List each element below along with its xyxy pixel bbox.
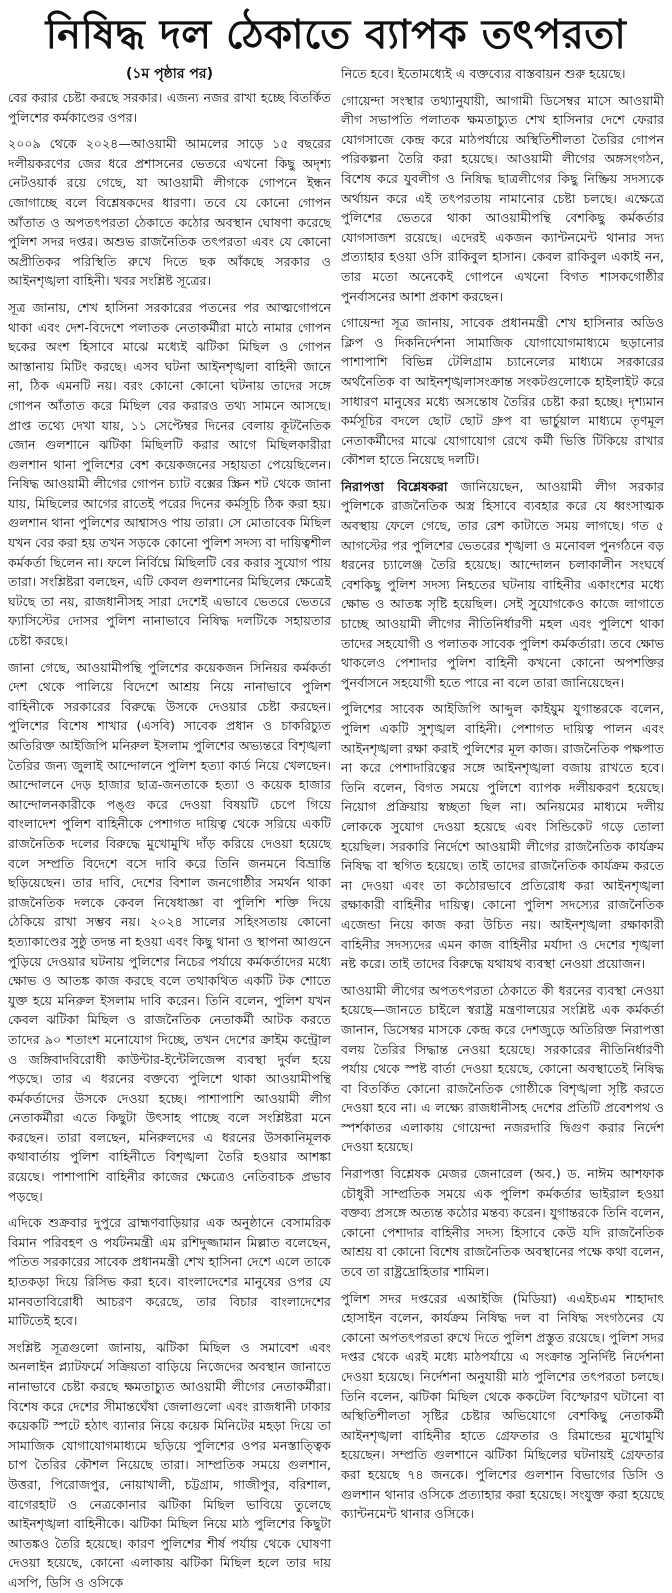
paragraph-text: নিরাপত্তা বিশ্লেষক মেজর জেনারেল (অব.) ড. নাঈম আশফাক চৌধুরী সাম্প্রতিক সময়ে এক পুলিশ কর্মকর্তার ভাইরাল হওয়া বক্তব্য প্রসঙ্গে অত্যন্ত কঠোর মন্তব্য করেন। যুগান্তরকে তিনি বলেন, কোনো পেশাদার বাহিনীর সদস্য হিসাবে কেউ যদি রাজনৈতিক আশ্রয় বা কোনো বিশেষ রাজনৈতিক অবস্থানের পক্ষে কথা বলেন, তবে তা রাষ্ট্রদ্রোহিতার শামিল। xyxy=(341,1166,664,1280)
paragraph: বের করার চেষ্টা করছে সরকার। এজন্য নজর রাখা হচ্ছে বিতর্কিত পুলিশের কর্মকাণ্ডের ওপর। xyxy=(8,90,331,125)
paragraph-text: নিতে হবে। ইতোমধ্যেই এ বক্তব্যের বাস্তবায়ন শুরু হয়েছে। xyxy=(341,66,626,81)
paragraph xyxy=(341,313,664,470)
paragraph xyxy=(341,91,664,307)
paragraph: সংশ্লিষ্ট সূত্রগুলো জানায়, ঝটিকা মিছিল ও সমাবেশ এবং অনলাইন প্ল্যাটফর্মে সক্রিয়তা বাড়িয়ে নিজেদের অবস্থান জানাতে নানাভাবে চেষ্টা করছে ক্ষমতাচ্যুত আওয়ামী লীগের নেতাকর্মীরা। বিশেষ করে দেশের সীমান্তঘেঁষা জেলাগুলো এবং রাজধানী ঢাকার কয়েকটি স্পটে হঠাৎ ব্যানার নিয়ে কয়েক মিনিটের মহড়া দিয়ে তা সামাজিক যোগাযোগমাধ্যমে ছড়িয়ে পুলিশের ওপর মনস্তাত্ত্বিক চাপ তৈরির কৌশল নিয়েছে তারা। সাম্প্রতিক সময়ে গুলশান, উত্তরা, পিরোজপুর, নোয়াখালী, চট্টগ্রাম, গাজীপুর, বরিশাল, বাগেরহাট ও নেত্রকোনার ঝটিকা মিছিল ভাবিয়ে তুলেছে আইনশৃঙ্খলা বাহিনীকে। ঝটিকা মিছিল নিয়ে মাঠ পুলিশের কিছুটা আতঙ্কও তৈরি হয়েছে। কারণ পুলিশের শীর্ষ পর্যায় থেকে ঘোষণা দেওয়া হয়েছে, কোনো এলাকায় ঝটিকা মিছিল হলে তার দায় এসপি, ডিসি ও ওসিকে xyxy=(8,1339,331,1590)
paragraph xyxy=(341,477,664,693)
article-columns xyxy=(8,64,664,1590)
headline: নিষিদ্ধ দল ঠেকাতে ব্যাপক তৎপরতা xyxy=(45,11,627,58)
paragraph-text: আওয়ামী লীগের অপতৎপরতা ঠেকাতে কী ধরনের ব্যবস্থা নেওয়া হয়েছে—জানতে চাইলে স্বরাষ্ট্র মন্ত্রণালয়ের সংশ্লিষ্ট এক কর্মকর্তা জানান, ডিসেম্বর মাসকে কেন্দ্র করে দেশজুড়ে অতিরিক্ত নিরাপত্তা বলয় তৈরির সিদ্ধান্ত নেওয়া হয়েছে। সরকারের নীতিনির্ধারণী পর্যায় থেকে স্পষ্ট বার্তা দেওয়া হয়েছে, কোনো অবস্থাতেই নিষিদ্ধ বা বিতর্কিত কোনো রাজনৈতিক গোষ্ঠীকে বিশৃঙ্খলা সৃষ্টি করতে দেওয়া হবে না। এ লক্ষ্যে রাজধানীসহ দেশের প্রতিটি প্রবেশপথ ও স্পর্শকাতর এলাকায় গোয়েন্দা নজরদারি দ্বিগুণ করার নির্দেশ দেওয়া হয়েছে। xyxy=(341,982,664,1155)
paragraph: সূত্র জানায়, শেখ হাসিনা সরকারের পতনের পর আত্মগোপনে থাকা এবং দেশ-বিদেশে পলাতক নেতাকর্মীরা মাঠে নামার গোপন ছকের অংশ হিসাবে মাঝে মধ্যেই ঝটিকা মিছিল ও গোপন আস্তানায় মিটিং করছে। এসব ঘটনা আইনশৃঙ্খলা বাহিনী জানে না, ঠিক এমনটি নয়। বরং কোনো কোনো ঘটনায় তাদের সঙ্গে গোপন আঁতাত করে মিছিল বের করারও তথ্য সামনে আসছে। প্রাপ্ত তথ্যে দেখা যায়, ১১ সেপ্টেম্বর দিনের বেলায় কূটনৈতিক জোন গুলশানে ঝটিকা মিছিলটি করার আগে মিছিলকারীরা গুলশান থানা পুলিশের বেশ কয়েকজনের সহায়তা পেয়েছিলেন। নিষিদ্ধ আওয়ামী লীগের গোপন চ্যাট বক্সের স্ক্রিন শট থেকে জানা যায়, মিছিলের আগের রাতেই পরের দিনের কর্মসূচি ঠিক করা হয়। গুলশান থানা পুলিশের আশ্বাসও পায় তারা। সে মোতাবেক মিছিল যখন বের করা হয় তখন সড়কে কোনো পুলিশ সদস্য বা দায়িত্বশীল কর্মকর্তা ছিলেন না। ফলে নির্বিঘ্নে মিছিলটি বের করার সুযোগ পায় তারা। সংশ্লিষ্টরা বলছেন, এটি কেবল গুলশানের মিছিলের ক্ষেত্রেই ঘটছে তা নয়, রাজধানীসহ সারা দেশেই এভাবে ভেতরে ভেতরে ফ্যাসিস্টের দোসর পুলিশ নানাভাবে নিষিদ্ধ দলটিকে সহায়তার চেষ্টা করছে। xyxy=(8,299,332,649)
paragraph xyxy=(341,699,664,973)
paragraph-text: গোয়েন্দা সংস্থার তথ্যানুযায়ী, আগামী ডিসেম্বর মাসে আওয়ামী লীগ সভাপতি পলাতক ক্ষমতাচ্যুত শেখ হাসিনার দেশে ফেরার যোগসাজে কেন্দ্র করে মাঠপর্যায়ে অস্থিতিশীলতা তৈরির গোপন পরিকল্পনা তৈরি করা হয়েছে। আওয়ামী লীগের অঙ্গসংগঠন, বিশেষ করে যুবলীগ ও নিষিদ্ধ ছাত্রলীগের কিছু নিষ্ক্রিয় সদস্যকে অর্থায়ন করে এই তৎপরতায় নামানোর চেষ্টা চলছে। এক্ষেত্রে পুলিশের ভেতরে থাকা আওয়ামীপন্থি বেশকিছু কর্মকর্তার যোগসাজশ রয়েছে। এদেরই একজন ক্যান্টনমেন্ট থানার সদ্য প্রত্যাহার হওয়া ওসি রাকিবুল হাসান। কেবল রাকিবুল একাই নন, তার মতো অনেকেই গোপনে এখনো বিগত শাসকগোষ্ঠীর পুনর্বাসনের আশা প্রকাশ করছেন। xyxy=(341,92,664,304)
paragraph-text: পুলিশের সাবেক আইজিপি আব্দুল কাইয়ুম যুগান্তরকে বলেন, পুলিশ একটি সুশৃঙ্খল বাহিনী। পেশাগত দায়িত্ব পালন এবং আইনশৃঙ্খলা রক্ষা করাই পুলিশের মূল কাজ। রাজনৈতিক পক্ষপাত না করে পেশাদারিত্বের সঙ্গে আইনশৃঙ্খলা বজায় রাখতে হবে। তিনি বলেন, বিগত সময়ে পুলিশে ব্যাপক দলীয়করণ হয়েছে। নিয়োগ প্রক্রিয়ায় স্বচ্ছতা ছিল না। অনিয়মের মাধ্যমে দলীয় লোককে সুযোগ দেওয়া হয়েছে এবং সিন্ডিকেট গড়ে তোলা হয়েছিল। সরকারি নির্দেশে আওয়ামী লীগের রাজনৈতিক কার্যক্রম নিষিদ্ধ বা স্থগিত হয়েছে। তাই তাদের রাজনৈতিক কার্যক্রম করতে না দেওয়া এবং তা কঠোরভাবে প্রতিরোধ করা আইনশৃঙ্খলা রক্ষাকারী বাহিনীর দায়িত্ব। কোনো পুলিশ সদস্যের রাজনৈতিক এজেন্ডা নিয়ে কাজ করা উচিত নয়। আইনশৃঙ্খলা রক্ষাকারী বাহিনীর সদস্যদের এমন কাজ বাহিনীর মর্যাদা ও দেশের শৃঙ্খলা নষ্ট করে। তাই তাদের বিরুদ্ধে যথাযথ ব্যবস্থা নেওয়া প্রয়োজন। xyxy=(341,701,664,972)
paragraph-text: পুলিশ সদর দপ্তরের এআইজি (মিডিয়া) এএইচএম শাহাদাৎ হোসাইন বলেন, কার্যক্রম নিষিদ্ধ দল বা নিষিদ্ধ সংগঠনের যে কোনো অপতৎপরতা রুখে দিতে পুলিশ প্রস্তুত রয়েছে। পুলিশ সদর দপ্তর থেকে এরই মধ্যে মাঠপর্যায়ে এ সংক্রান্ত সুনির্দিষ্ট নির্দেশনা দেওয়া হয়েছে। নির্দেশনা অনুযায়ী মাঠ পুলিশের তৎপরতা চলছে। তিনি বলেন, ঝটিকা মিছিল থেকে ককটেল বিস্ফোরণ ঘটানো বা অস্থিতিশীলতা সৃষ্টির চেষ্টার অভিযোগে বেশকিছু নেতাকর্মী আইনশৃঙ্খলা বাহিনীর হাতে গ্রেফতার ও রিমান্ডের মুখোমুখি হয়েছেন। সম্প্রতি গুলশানে ঝটিকা মিছিলের ঘটনায়ই গ্রেফতার করা হয়েছে ৭৪ জনকে। পুলিশের গুলশান বিভাগের ডিসি ও গুলশান থানার ওসিকে প্রত্যাহার করা হয়েছে। সংযুক্ত করা হয়েছে ক্যান্টনমেন্ট থানার ওসিকে। xyxy=(341,1290,664,1522)
paragraph: জানা গেছে, আওয়ামীপন্থি পুলিশের কয়েকজন সিনিয়র কর্মকর্তা দেশ থেকে পালিয়ে বিদেশে আশ্রয় নিয়ে নানাভাবে পুলিশ বাহিনীকে সরকারের বিরুদ্ধে উসকে দেওয়ার চেষ্টা করছেন। পুলিশের বিশেষ শাখার (এসবি) সাবেক প্রধান ও চাকরিচ্যুত অতিরিক্ত আইজিপি মনিরুল ইসলাম পুলিশের অভ্যন্তরে বিশৃঙ্খলা তৈরির জন্য জুলাই আন্দোলনে পুলিশ হত্যা কার্ড নিয়ে খেলছেন। আন্দোলনে দেড় হাজার ছাত্র-জনতাকে হত্যা ও কয়েক হাজার আন্দোলনকারীকে পঙ্গু করে দেওয়া বিষয়টি চেপে গিয়ে বাংলাদেশ পুলিশ বাহিনীকে পেশাগত দায়িত্ব থেকে সরিয়ে একটি রাজনৈতিক দলের বিরুদ্ধে মুখোমুখি দাঁড় করিয়ে দেওয়া হয়েছে বলে সম্প্রতি বিদেশে বসে দাবি করে তিনি জনমনে বিভ্রান্তি ছড়িয়েছেন। তার দাবি, দেশের বিশাল জনগোষ্ঠীর সমর্থন থাকা রাজনৈতিক দলকে কেবল নিষেধাজ্ঞা বা পুলিশি শক্তি দিয়ে ঠেকিয়ে রাখা সম্ভব নয়। ২০২৪ সালের সহিংসতায় কোনো হত্যাকাণ্ডের সুষ্ঠু তদন্ত না হওয়া এবং কিছু থানা ও স্থাপনা আগুনে পুড়িয়ে দেওয়ার ঘটনায় পুলিশের নিচের পর্যায়ে কর্মকর্তাদের মধ্যে ক্ষোভ ও আতঙ্ক কাজ করছে বলে তথাকথিত একটি টক শোতে যুক্ত হয়ে মনিরুল ইসলাম দাবি করেন। তিনি বলেন, পুলিশ যখন কেবল ঝটিকা মিছিল ও রাজনৈতিক নেতাকর্মী আটক করতে তাদের ৯০ শতাংশ মনোযোগ দিচ্ছে, তখন দেশের ক্রাইম কন্ট্রোল ও জঙ্গিবাদবিরোধী কাউন্টার-ইন্টেলিজেন্স ব্যবস্থা দুর্বল হয়ে পড়ছে। তার এ ধরনের বক্তব্যে পুলিশে থাকা আওয়ামীপন্থি কর্মকর্তাদের উসকে দেওয়া হচ্ছে। পাশাপাশি আওয়ামী লীগ নেতাকর্মীরা এতে কিছুটা উৎসাহ পাচ্ছে বলে সংশ্লিষ্টরা মনে করছেন। তারা বলছেন, মনিরুলদের এ ধরনের উসকানিমূলক কথাবার্তায় পুলিশ বাহিনীতে বিশৃঙ্খলা তৈরি হওয়ার আশঙ্কা রয়েছে। পাশাপাশি বাহিনীর কাজের ক্ষেত্রেও নেতিবাচক প্রভাব পড়ছে। xyxy=(8,659,331,1204)
paragraph: এদিকে শুক্রবার দুপুরে ব্রাহ্মণবাড়িয়ার এক অনুষ্ঠানে বেসামরিক বিমান পরিবহণ ও পর্যটনমন্ত্রী এম রশিদুজ্জামান মিল্লাত বলেছেন, পতিত সরকারের সাবেক প্রধানমন্ত্রী শেখ হাসিনা দেশে এলে তাকে হাতকড়া দিয়ে রিসিভ করা হবে। বাংলাদেশের মানুষের ওপর যে মানবতাবিরোধী আচরণ করেছে, তার বিচার বাংলাদেশের মাটিতেই হবে। xyxy=(8,1215,331,1329)
left-column xyxy=(8,64,332,1590)
paragraph xyxy=(341,64,664,84)
right-column xyxy=(341,64,664,1522)
continued-label: (১ম পৃষ্ঠার পর) xyxy=(126,66,213,82)
paragraph xyxy=(341,981,664,1157)
paragraph-text: জানিয়েছেন, আওয়ামী লীগ সরকার পুলিশকে রাজনৈতিক অস্ত্র হিসাবে ব্যবহার করে যে ধ্বংসাত্মক অবস্থায় ফেলে গেছে, তার রেশ কাটাতে সময় লাগছে। গত ৫ আগস্টের পর পুলিশের ভেতরের শৃঙ্খলা ও মনোবল পুনর্গঠনে বড় ধরনের চ্যালেঞ্জ তৈরি হয়েছে। আন্দোলন চলাকালীন সংঘর্ষে বেশকিছু পুলিশ সদস্য নিহতের ঘটনায় বাহিনীর একাংশের মধ্যে ক্ষোভ ও আতঙ্ক সৃষ্টি হয়েছিল। সেই সুযোগকেও কাজে লাগাতে চাচ্ছে আওয়ামী লীগের নীতিনির্ধারণী মহল এবং পুলিশে থাকা তাদের সহযোগী ও পলাতক সাবেক পুলিশ কর্মকর্তারা। তবে ক্ষোভ থাকলেও পেশাদার পুলিশ বাহিনী কখনো কোনো অপশক্তির পুনর্বাসনে সহযোগী হতে পারে না বলে তারা জানিয়েছেন। xyxy=(341,478,664,690)
paragraph xyxy=(341,1164,664,1282)
paragraph xyxy=(341,1289,664,1524)
paragraph: ২০০৯ থেকে ২০২৪—আওয়ামী আমলের সাড়ে ১৫ বছরের দলীয়করণের জের ধরে প্রশাসনের ভেতরে এখনো কিছু অদৃশ্য নেটওয়ার্ক রয়ে গেছে, যা আওয়ামী লীগকে গোপনে ইন্ধন জোগাচ্ছে বলে বিশ্লেষকদের ধারণা। তবে যে কোনো গোপন আঁতাত ও অপতৎপরতা ঠেকাতে কঠোর অবস্থান ঘোষণা করেছে পুলিশ সদর দপ্তর। অশুভ রাজনৈতিক তৎপরতা এবং যে কোনো অপ্রীতিকর পরিস্থিতি রুখে দিতে ছক আঁকছে সরকার ও আইনশৃঙ্খলা বাহিনী। খবর সংশ্লিষ্ট সূত্রের। xyxy=(8,136,331,289)
paragraph-text: গোয়েন্দা সূত্র জানায়, সাবেক প্রধানমন্ত্রী শেখ হাসিনার অডিও ক্লিপ ও দিকনির্দেশনা সামাজিক যোগাযোগমাধ্যমে ছড়ানোর পাশাপাশি বিভিন্ন টেলিগ্রাম চ্যানেলের মাধ্যমে সরকারের অর্থনৈতিক বা আইনশৃঙ্খলাসংক্রান্ত সংকটগুলোকে হাইলাইট করে সাধারণ মানুষের মধ্যে অসন্তোষ তৈরির চেষ্টা করা হচ্ছে। দৃশ্যমান কর্মসূচির বদলে ছোট ছোট গ্রুপ বা ভার্চুয়াল মাধ্যমে তৃণমূল নেতাকর্মীদের মাঝে যোগাযোগ রেখে কর্মী ভিত্তি টিকিয়ে রাখার কৌশল হাতে নিয়েছে দলটি। xyxy=(341,315,664,468)
lead-in: নিরাপত্তা বিশ্লেষকরা xyxy=(341,478,448,494)
